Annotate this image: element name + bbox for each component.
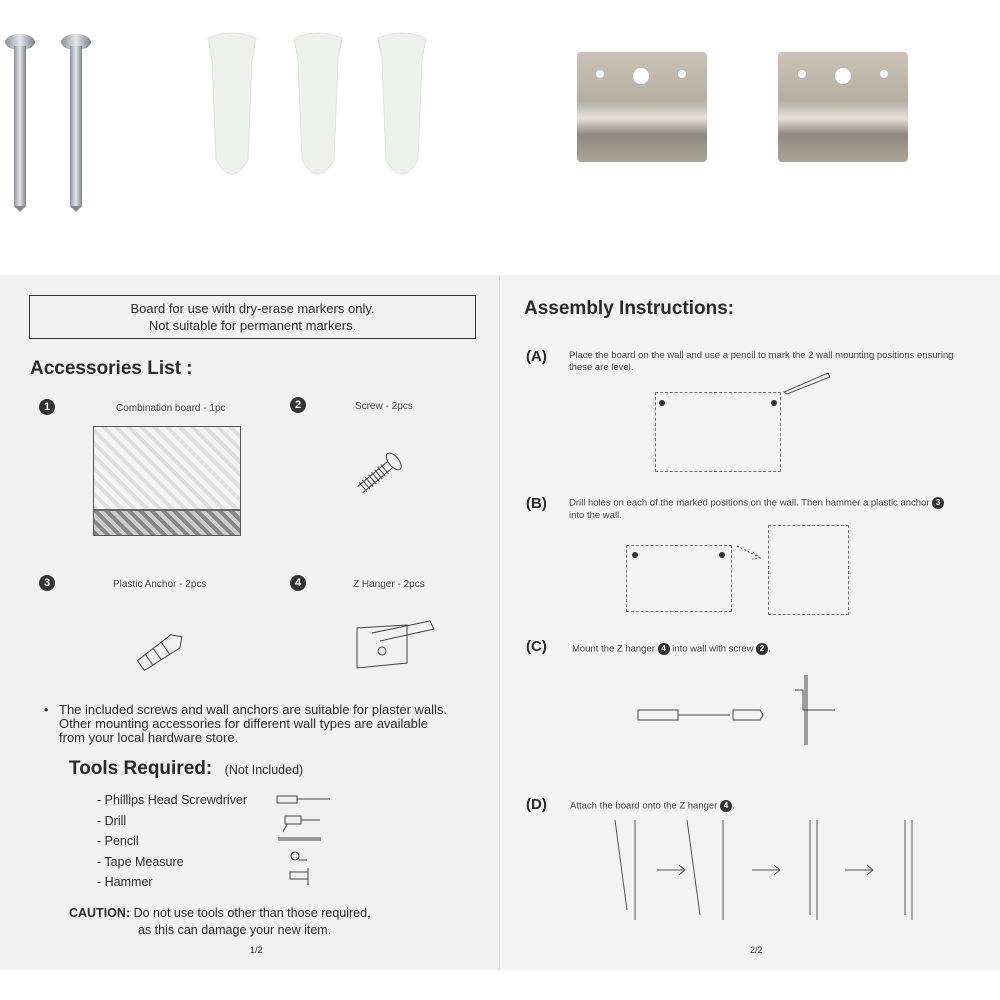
pencil-icon <box>782 370 832 395</box>
z-hanger-1 <box>577 52 707 162</box>
hardware-illustration <box>0 0 1000 270</box>
step-d-text <box>570 800 735 813</box>
caution-text <box>69 905 371 939</box>
drill-hammer-detail <box>768 525 849 615</box>
arrow-right <box>752 865 780 875</box>
step-c-text <box>572 643 771 656</box>
note-bullet: • <box>44 703 49 717</box>
step-b-text <box>569 497 989 522</box>
step-c-end: . <box>768 643 771 655</box>
notice-line-2: Not suitable for permanent markers. <box>148 318 357 333</box>
step-c-illustration <box>635 670 865 750</box>
plastic-anchor-icon <box>128 620 198 680</box>
z-hanger-number: 4 <box>658 643 670 655</box>
page-number: 1/2 <box>250 945 263 955</box>
step-c-part: Mount the Z hanger <box>572 643 655 655</box>
instruction-page-2 <box>500 275 1000 970</box>
mark-dot <box>632 552 638 558</box>
z-hanger-icon <box>352 613 437 673</box>
step-c-label: (C) <box>526 638 547 655</box>
accessories-title: Accessories List : <box>30 358 193 379</box>
step-b-line: into the wall. <box>569 509 622 521</box>
step-d-end: . <box>732 800 735 812</box>
step-a-line: Place the board on the wall and use a pencil to mark the 2 wall mounting positions ensuring <box>569 350 954 361</box>
plastic-anchor-3 <box>378 33 426 174</box>
arrow-icon <box>735 543 765 563</box>
hardware-photo <box>0 0 1000 270</box>
tools-heading <box>69 758 303 780</box>
plastic-anchor-2 <box>294 33 342 174</box>
tool-icons <box>275 790 335 895</box>
arrow-right <box>845 865 873 875</box>
screw-icon <box>350 443 410 503</box>
hammer-icon <box>290 868 308 885</box>
step-a-label: (A) <box>526 348 547 365</box>
tool-item: - Hammer <box>97 875 153 889</box>
note-line: Other mounting accessories for different wall types are available <box>59 716 429 731</box>
screwdriver-icon <box>277 796 330 803</box>
tool-item: - Pencil <box>97 834 139 848</box>
accessory-number: 1 <box>39 399 55 415</box>
anchor-number: 3 <box>932 497 944 509</box>
accessory-number: 3 <box>39 575 55 591</box>
step-b-label: (B) <box>526 495 547 512</box>
screw-2 <box>61 34 91 212</box>
step-d-illustration <box>605 815 935 925</box>
notice-box <box>29 295 476 339</box>
step-a-text <box>569 350 953 374</box>
z-hanger-number: 4 <box>720 800 732 812</box>
tools-subtitle: (Not Included) <box>224 763 304 777</box>
notice-line-1: Board for use with dry-erase markers only. <box>130 301 375 316</box>
tools-title: Tools Required: <box>69 758 213 779</box>
step-a-line: these are level. <box>569 362 634 373</box>
note-line: from your local hardware store. <box>59 730 239 745</box>
step-c-part: into wall with screw <box>672 643 754 655</box>
mark-dot <box>771 400 777 406</box>
board-outline <box>655 392 781 472</box>
accessory-label: Z Hanger - 2pcs <box>353 579 425 590</box>
drill-icon <box>283 816 320 832</box>
mark-dot <box>659 400 665 406</box>
step-d-part: Attach the board onto the Z hanger <box>570 800 718 812</box>
combination-board-illustration <box>93 426 241 536</box>
accessory-label: Plastic Anchor - 2pcs <box>113 579 207 590</box>
caution-label: CAUTION: <box>69 906 131 920</box>
pencil-icon <box>278 838 321 840</box>
page-number: 2/2 <box>750 945 763 955</box>
arrow-right <box>657 865 685 875</box>
screw-1 <box>5 34 35 212</box>
board-outline <box>626 545 732 612</box>
note-line: The included screws and wall anchors are suitable for plaster walls. <box>59 702 448 717</box>
screw-number: 2 <box>756 643 768 655</box>
step-d-label: (D) <box>526 796 547 813</box>
caution-line-1: Do not use tools other than those required, <box>133 906 371 920</box>
mark-dot <box>719 552 725 558</box>
z-hanger-2 <box>778 52 908 162</box>
tool-item: - Phillips Head Screwdriver <box>97 793 248 807</box>
tool-item: - Drill <box>97 813 127 828</box>
plastic-anchor-1 <box>208 33 256 174</box>
accessory-number: 2 <box>290 397 306 413</box>
instruction-page-1 <box>0 275 500 970</box>
accessory-number: 4 <box>290 575 306 591</box>
caution-line-2: as this can damage your new item. <box>138 923 332 937</box>
accessory-label: Screw - 2pcs <box>355 401 413 412</box>
accessory-label: Combination board - 1pc <box>116 403 226 414</box>
tool-item: - Tape Measure <box>97 854 184 869</box>
tape-measure-icon <box>291 852 307 860</box>
tools-list <box>97 790 247 893</box>
note-text <box>59 703 447 745</box>
step-b-line: Drill holes on each of the marked positions on the wall. Then hammer a plastic anchor <box>569 497 930 509</box>
assembly-title: Assembly Instructions: <box>524 298 735 319</box>
